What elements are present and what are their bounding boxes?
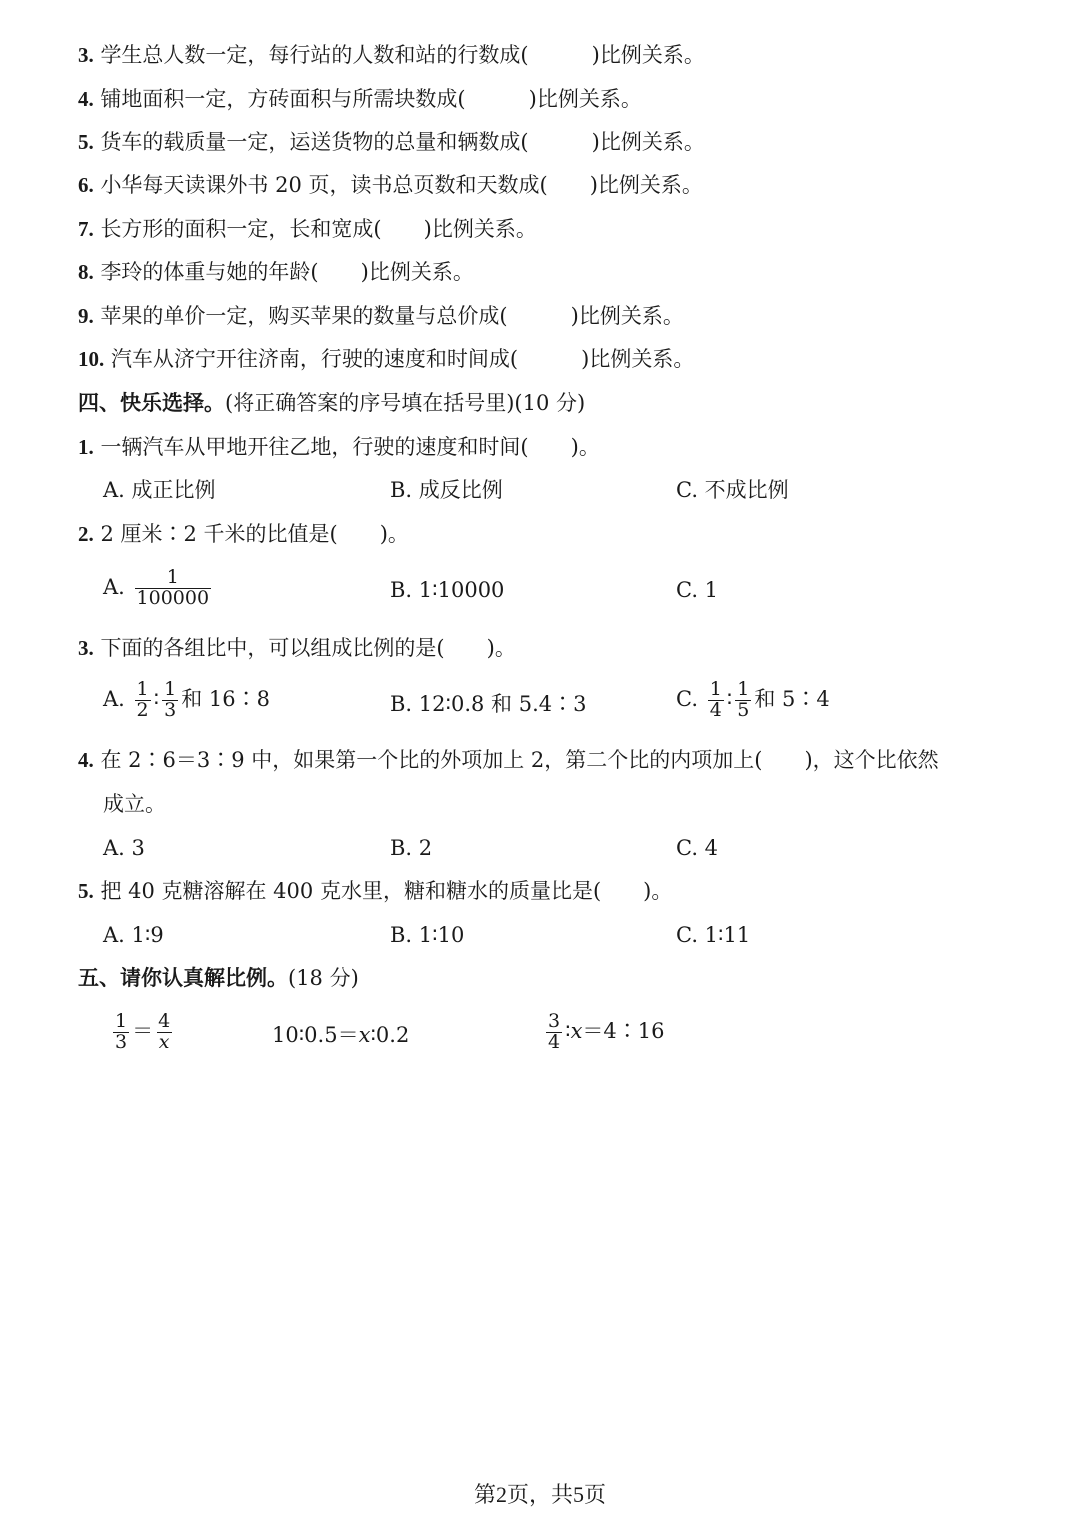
item-text: 长方形的面积一定，长和宽成( )比例关系。	[100, 217, 537, 241]
numerator: 1	[164, 678, 177, 700]
fraction	[135, 568, 212, 609]
question-continuation: 成立。	[103, 792, 166, 816]
denominator: 3	[115, 1030, 128, 1053]
question-text: 2 厘米∶2 千米的比值是( )。	[100, 522, 409, 546]
ratio-sign: ∶	[565, 1018, 571, 1043]
question-number: 3.	[78, 636, 94, 660]
fraction	[162, 680, 178, 721]
option-c: C. 1	[676, 578, 719, 602]
denominator: 5	[737, 698, 750, 721]
variable: x	[358, 1023, 371, 1047]
option-b: B. 1∶10	[390, 923, 465, 947]
question-text: 下面的各组比中，可以组成比例的是( )。	[100, 636, 516, 660]
fill-item-5	[78, 127, 705, 157]
option-b: B. 2	[390, 836, 433, 860]
page-footer: 第2页，共5页	[473, 1482, 606, 1507]
section-heading-solve	[78, 963, 359, 993]
ratio-sign: ∶	[153, 686, 160, 711]
numerator: 4	[158, 1010, 171, 1032]
heading-title: 四、快乐选择。	[78, 390, 225, 415]
option-a	[103, 680, 270, 721]
item-number: 4.	[78, 87, 94, 111]
choice-question-3	[78, 633, 516, 663]
option-b: B. 12∶0.8 和 5.4∶3	[390, 692, 587, 716]
fill-item-4	[78, 84, 642, 114]
denominator: 3	[164, 698, 177, 721]
item-number: 3.	[78, 43, 94, 67]
question-number: 5.	[78, 879, 94, 903]
heading-note: (将正确答案的序号填在括号里)(10 分)	[225, 391, 586, 415]
option-b: B. 成反比例	[390, 478, 503, 502]
item-text: 货车的载质量一定，运送货物的总量和辆数成( )比例关系。	[100, 130, 705, 154]
option-a: A. 3	[103, 836, 145, 860]
fraction	[708, 680, 724, 721]
denominator: 100000	[136, 586, 210, 609]
fill-item-7	[78, 214, 537, 244]
item-text: 学生总人数一定，每行站的人数和站的行数成( )比例关系。	[100, 43, 705, 67]
variable: x	[570, 1018, 583, 1043]
fraction	[113, 1012, 129, 1053]
question-number: 2.	[78, 522, 94, 546]
question-text: 在 2∶6＝3∶9 中，如果第一个比的外项加上 2，第二个比的内项加上( )，这个比依然	[100, 748, 939, 772]
question-number: 4.	[78, 748, 94, 772]
denominator: 2	[136, 698, 149, 721]
choice-question-1	[78, 432, 600, 462]
fill-item-9	[78, 301, 684, 331]
numerator: 1	[115, 1010, 128, 1032]
option-c: C. 1∶11	[676, 923, 751, 947]
equation-left: 10∶0.5＝	[272, 1023, 359, 1047]
fill-item-8	[78, 257, 474, 287]
fraction	[156, 1012, 172, 1053]
fraction	[546, 1012, 562, 1053]
fill-item-10	[78, 344, 694, 374]
fraction	[135, 680, 151, 721]
fill-item-3	[78, 40, 705, 70]
option-a: A. 1∶9	[103, 923, 164, 947]
item-number: 5.	[78, 130, 94, 154]
choice-question-2	[78, 519, 409, 549]
numerator: 1	[737, 678, 750, 700]
item-number: 7.	[78, 217, 94, 241]
option-c	[676, 680, 830, 721]
item-text: 铺地面积一定，方砖面积与所需块数成( )比例关系。	[100, 87, 642, 111]
option-label: C.	[676, 686, 698, 711]
fraction	[735, 680, 751, 721]
numerator: 1	[136, 678, 149, 700]
item-number: 9.	[78, 304, 94, 328]
equation-right: ＝4∶16	[582, 1018, 665, 1043]
ratio-sign: ∶	[726, 686, 733, 711]
numerator: 3	[548, 1010, 561, 1032]
item-text: 苹果的单价一定，购买苹果的数量与总价成( )比例关系。	[100, 304, 684, 328]
numerator: 1	[166, 566, 179, 588]
heading-note: (18 分)	[288, 966, 359, 990]
item-number: 6.	[78, 173, 94, 197]
choice-question-5	[78, 876, 672, 906]
option-rest: 和 16∶8	[181, 686, 270, 711]
option-rest: 和 5∶4	[754, 686, 830, 711]
denominator: x	[158, 1030, 170, 1053]
denominator: 4	[548, 1030, 561, 1053]
item-text: 李玲的体重与她的年龄( )比例关系。	[100, 260, 474, 284]
option-label: A.	[103, 574, 125, 599]
item-number: 8.	[78, 260, 94, 284]
option-a: A. 成正比例	[103, 478, 216, 502]
option-c: C. 4	[676, 836, 719, 860]
question-text: 把 40 克糖溶解在 400 克水里，糖和糖水的质量比是( )。	[100, 879, 673, 903]
option-label: A.	[103, 686, 125, 711]
item-number: 10.	[78, 347, 105, 371]
item-text: 小华每天读课外书 20 页，读书总页数和天数成( )比例关系。	[100, 173, 703, 197]
equation-right: ∶0.2	[370, 1023, 410, 1047]
numerator: 1	[709, 678, 722, 700]
denominator: 4	[709, 698, 722, 721]
option-b: B. 1∶10000	[390, 578, 505, 602]
fill-item-6	[78, 170, 703, 200]
question-text: 一辆汽车从甲地开往乙地，行驶的速度和时间( )。	[100, 435, 600, 459]
section-heading-choice	[78, 388, 585, 418]
equation-1	[110, 1012, 175, 1053]
question-number: 1.	[78, 435, 94, 459]
heading-title: 五、请你认真解比例。	[78, 965, 288, 990]
equals-sign: ＝	[132, 1018, 154, 1043]
equation-2	[272, 1020, 409, 1050]
option-a	[103, 568, 214, 609]
item-text: 汽车从济宁开往济南，行驶的速度和时间成( )比例关系。	[110, 347, 695, 371]
option-c: C. 不成比例	[676, 478, 789, 502]
equation-3	[543, 1012, 665, 1053]
choice-question-4	[78, 745, 939, 775]
